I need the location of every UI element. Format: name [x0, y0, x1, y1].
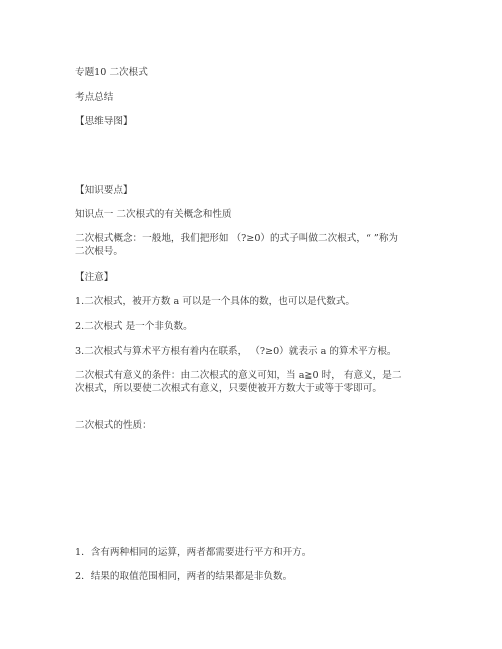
- mind-map-heading: 【思维导图】: [75, 116, 133, 127]
- note-item-3: 3.二次根式与算术平方根有着内在联系， （?≥0）就表示 a 的算术平方根。: [75, 346, 397, 357]
- document-title: 专题10 二次根式: [75, 67, 148, 78]
- note-item-1: 1.二次根式，被开方数 a 可以是一个具体的数，也可以是代数式。: [75, 296, 356, 307]
- note-heading: 【注意】: [75, 272, 114, 283]
- property-item-1: 1．含有两种相同的运算，两者都需要进行平方和开方。: [75, 547, 312, 558]
- knowledge-heading: 【知识要点】: [75, 185, 133, 196]
- meaningful-condition-paragraph: 二次根式有意义的条件：由二次根式的意义可知，当 a≧0 时， 有意义，是二次根式，所以要使二次根式有意义，只要使被开方数大于或等于零即可。: [75, 370, 402, 394]
- concept-paragraph: 二次根式概念：一般地，我们把形如 （?≥0）的式子叫做二次根式，“ ”称为二次根号。: [75, 233, 399, 257]
- point1-title: 知识点一 二次根式的有关概念和性质: [75, 209, 232, 220]
- document-subtitle: 考点总结: [75, 92, 114, 103]
- properties-title: 二次根式的性质：: [75, 420, 152, 431]
- note-item-2: 2.二次根式 是一个非负数。: [75, 321, 193, 332]
- property-item-2: 2．结果的取值范围相同，两者的结果都是非负数。: [75, 571, 293, 582]
